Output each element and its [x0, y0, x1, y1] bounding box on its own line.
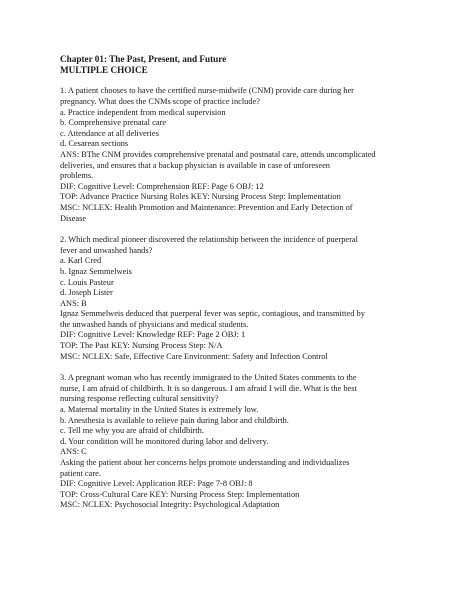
question-text-line: a. Maternal mortality in the United States is extremely low. — [60, 405, 259, 415]
question-text-line: DIF: Cognitive Level: Knowledge REF: Page 2 OBJ: 1 — [60, 330, 246, 340]
chapter-title: Chapter 01: The Past, Present, and Future — [60, 54, 227, 64]
question-text-line: c. Tell me why you are afraid of childbirth. — [60, 426, 204, 436]
question-text-line: 1. A patient chooses to have the certified nurse-midwife (CNM) provide care during her — [60, 86, 354, 96]
question-text-line: MSC: NCLEX: Health Promotion and Maintenance: Prevention and Early Detection of — [60, 202, 353, 212]
section-heading: MULTIPLE CHOICE — [60, 65, 148, 76]
question-text-line: pregnancy. What does the CNMs scope of practice include? — [60, 97, 260, 106]
question-text-line: ANS: B — [60, 298, 87, 308]
question-text-line: DIF: Cognitive Level: Comprehension REF: Page 6 OBJ: 12 — [60, 181, 264, 191]
question-text-line: b. Ignaz Semmelweis — [60, 266, 132, 276]
question-text-line: Asking the patient about her concerns helps promote understanding and individualizes — [60, 458, 350, 467]
question-text-line: deliveries, and ensures that a backup physician is available in case of unforeseen — [60, 160, 330, 170]
question-text-line: a. Karl Cred — [60, 256, 102, 266]
question-text-line: TOP: The Past KEY: Nursing Process Step: N/A — [60, 341, 223, 351]
question-text-line: ANS: C — [60, 447, 87, 457]
question-text-line: d. Your condition will be monitored during labor and delivery. — [60, 436, 269, 446]
question-text-line: TOP: Cross-Cultural Care KEY: Nursing Process Step: Implementation — [60, 489, 300, 499]
question-block — [60, 373, 460, 511]
question-text-line: b. Anesthesia is available to relieve pain during labor and childbirth. — [60, 415, 289, 425]
question-text-line: d. Cesarean sections — [60, 139, 129, 149]
question-text-line: ANS: BThe CNM provides comprehensive prenatal and postnatal care, attends uncomplicated — [60, 149, 376, 159]
question-text-line: 2. Which medical pioneer discovered the relationship between the incidence of puerperal — [60, 235, 358, 245]
question-text-line: d. Joseph Lister — [60, 288, 113, 298]
question-text-line: b. Comprehensive prenatal care — [60, 118, 167, 128]
question-text-line: TOP: Advance Practice Nursing Roles KEY: Nursing Process Step: Implementation — [60, 192, 341, 202]
question-text-line: fever and unwashed hands? — [60, 245, 153, 255]
question-text-line: c. Louis Pasteur — [60, 277, 114, 287]
question-text-line: Ignaz Semmelweis deduced that puerperal fever was septic, contagious, and transmitted by — [60, 309, 365, 319]
question-text-line: problems. — [60, 171, 94, 181]
question-text-line: DIF: Cognitive Level: Application REF: Page 7-8 OBJ: 8 — [60, 479, 253, 489]
question-text-line: a. Practice independent from medical supervision — [60, 107, 226, 117]
question-list — [60, 86, 460, 511]
question-text-line: the unwashed hands of physicians and medical students. — [60, 319, 249, 329]
document-page — [60, 54, 460, 511]
question-text-line: nurse, I am afraid of childbirth. It is so dangerous. I am afraid I will die. What is the best — [60, 383, 357, 393]
question-text-line: patient care. — [60, 468, 101, 478]
question-text-line: MSC: NCLEX: Psychosocial Integrity: Psychological Adaptation — [60, 500, 280, 510]
question-text-line: 3. A pregnant woman who has recently immigrated to the United States comments to the — [60, 373, 357, 383]
question-block — [60, 86, 460, 224]
question-text-line: c. Attendance at all deliveries — [60, 128, 159, 138]
question-text-line: Disease — [60, 213, 87, 223]
question-text-line: MSC: NCLEX: Safe, Effective Care Environment: Safety and Infection Control — [60, 351, 328, 361]
question-text-line: nursing response reflecting cultural sensitivity? — [60, 394, 219, 404]
question-block — [60, 235, 460, 362]
